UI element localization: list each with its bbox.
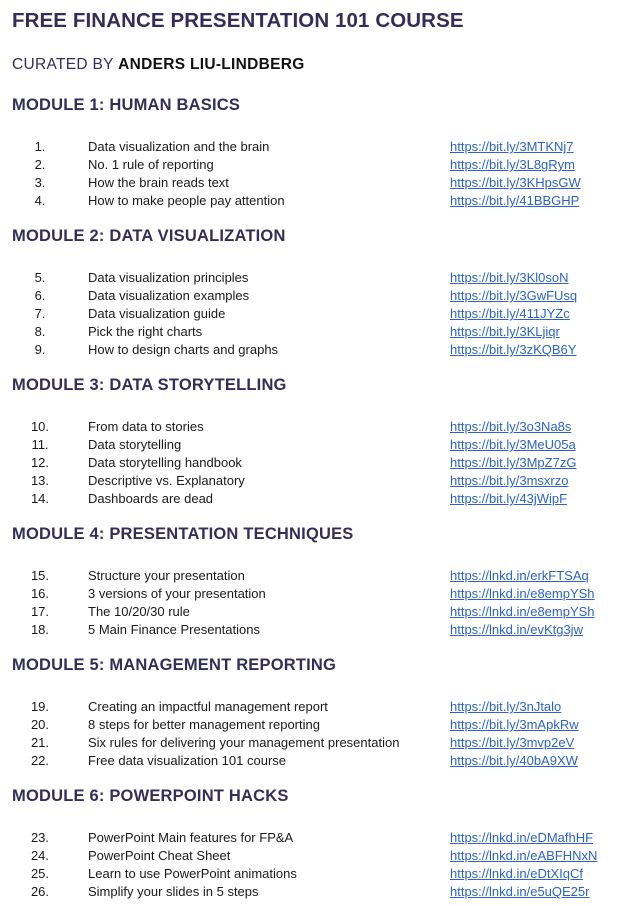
lesson-title: Pick the right charts [88, 324, 203, 339]
lesson-link[interactable]: https://bit.ly/3KLjiqr [450, 324, 560, 339]
document-title: FREE FINANCE PRESENTATION 101 COURSE [12, 9, 464, 32]
lesson-number: 14. [30, 491, 50, 506]
lesson-row [0, 567, 620, 585]
lesson-link[interactable]: https://lnkd.in/eDMafhHF [450, 830, 594, 845]
module-heading: MODULE 1: HUMAN BASICS [12, 96, 241, 114]
lesson-row [0, 156, 620, 174]
module-item-list [0, 418, 620, 508]
lesson-link[interactable]: https://lnkd.in/eABFHNxN [450, 848, 598, 863]
lesson-row [0, 174, 620, 192]
lesson-title: From data to stories [88, 419, 204, 434]
lesson-row [0, 323, 620, 341]
lesson-number: 18. [30, 622, 50, 637]
lesson-row [0, 490, 620, 508]
lesson-title: PowerPoint Main features for FP&A [88, 830, 294, 845]
lesson-number: 5. [34, 270, 46, 285]
lesson-link[interactable]: https://bit.ly/3MpZ7zG [450, 455, 577, 470]
lesson-row [0, 716, 620, 734]
lesson-link[interactable]: https://bit.ly/3nJtalo [450, 699, 562, 714]
lesson-title: Six rules for delivering your management presentation [88, 735, 400, 750]
lesson-row [0, 138, 620, 156]
lesson-title: How to make people pay attention [88, 193, 285, 208]
lesson-number: 24. [30, 848, 50, 863]
lesson-number: 15. [30, 568, 50, 583]
lesson-title: 5 Main Finance Presentations [88, 622, 260, 637]
lesson-row [0, 883, 620, 901]
lesson-row [0, 621, 620, 639]
lesson-number: 16. [30, 586, 50, 601]
lesson-row [0, 829, 620, 847]
module-heading: MODULE 4: PRESENTATION TECHNIQUES [12, 525, 354, 543]
lesson-number: 17. [30, 604, 50, 619]
lesson-number: 13. [30, 473, 50, 488]
lesson-row [0, 269, 620, 287]
lesson-link[interactable]: https://bit.ly/3MeU05a [450, 437, 576, 452]
curated-by-line [12, 56, 305, 74]
lesson-title: The 10/20/30 rule [88, 604, 190, 619]
lesson-title: 3 versions of your presentation [88, 586, 266, 601]
lesson-link[interactable]: https://bit.ly/3GwFUsq [450, 288, 578, 303]
lesson-title: Data visualization principles [88, 270, 249, 285]
lesson-link[interactable]: https://lnkd.in/e5uQE25r [450, 884, 590, 899]
module-item-list [0, 138, 620, 210]
lesson-title: Data storytelling [88, 437, 182, 452]
lesson-title: How the brain reads text [88, 175, 229, 190]
lesson-row [0, 585, 620, 603]
lesson-link[interactable]: https://bit.ly/411JYZc [450, 306, 570, 321]
lesson-number: 23. [30, 830, 50, 845]
module-item-list [0, 829, 620, 901]
lesson-number: 3. [34, 175, 46, 190]
lesson-row [0, 341, 620, 359]
lesson-title: Data storytelling handbook [88, 455, 242, 470]
module-heading: MODULE 5: MANAGEMENT REPORTING [12, 656, 337, 674]
lesson-number: 21. [30, 735, 50, 750]
lesson-row [0, 418, 620, 436]
lesson-title: Descriptive vs. Explanatory [88, 473, 245, 488]
lesson-row [0, 752, 620, 770]
lesson-title: Creating an impactful management report [88, 699, 328, 714]
lesson-row [0, 472, 620, 490]
lesson-title: Data visualization and the brain [88, 139, 270, 154]
lesson-link[interactable]: https://bit.ly/3mvp2eV [450, 735, 575, 750]
lesson-link[interactable]: https://bit.ly/3KHpsGW [450, 175, 581, 190]
lesson-number: 19. [30, 699, 50, 714]
module-heading: MODULE 6: POWERPOINT HACKS [12, 787, 289, 805]
lesson-title: Learn to use PowerPoint animations [88, 866, 297, 881]
lesson-link[interactable]: https://bit.ly/3msxrzo [450, 473, 569, 488]
lesson-row [0, 287, 620, 305]
lesson-number: 22. [30, 753, 50, 768]
lesson-title: Structure your presentation [88, 568, 245, 583]
lesson-number: 11. [31, 437, 49, 452]
lesson-link[interactable]: https://lnkd.in/e8empYSh [450, 604, 595, 619]
lesson-number: 10. [30, 419, 50, 434]
module-item-list [0, 698, 620, 770]
lesson-number: 9. [34, 342, 46, 357]
lesson-row [0, 192, 620, 210]
lesson-number: 2. [34, 157, 46, 172]
lesson-number: 4. [34, 193, 46, 208]
lesson-link[interactable]: https://bit.ly/3Kl0soN [450, 270, 569, 285]
lesson-number: 25. [30, 866, 50, 881]
lesson-number: 12. [30, 455, 50, 470]
lesson-link[interactable]: https://lnkd.in/e8empYSh [450, 586, 595, 601]
lesson-link[interactable]: https://bit.ly/41BBGHP [450, 193, 580, 208]
lesson-title: Simplify your slides in 5 steps [88, 884, 259, 899]
lesson-number: 26. [30, 884, 50, 899]
lesson-link[interactable]: https://bit.ly/3mApkRw [450, 717, 579, 732]
curator-name: ANDERS LIU-LINDBERG [118, 56, 305, 73]
lesson-number: 8. [34, 324, 46, 339]
lesson-title: Free data visualization 101 course [88, 753, 287, 768]
lesson-link[interactable]: https://lnkd.in/erkFTSAq [450, 568, 589, 583]
lesson-title: Data visualization guide [88, 306, 226, 321]
lesson-link[interactable]: https://bit.ly/3o3Na8s [450, 419, 572, 434]
lesson-link[interactable]: https://bit.ly/3MTKNj7 [450, 139, 574, 154]
lesson-row [0, 603, 620, 621]
lesson-row [0, 734, 620, 752]
module-item-list [0, 567, 620, 639]
lesson-number: 20. [30, 717, 50, 732]
lesson-title: No. 1 rule of reporting [88, 157, 214, 172]
lesson-link[interactable]: https://bit.ly/3zKQB6Y [450, 342, 577, 357]
lesson-link[interactable]: https://lnkd.in/eDtXIqCf [450, 866, 583, 881]
lesson-link[interactable]: https://bit.ly/3L8gRym [450, 157, 575, 172]
lesson-row [0, 454, 620, 472]
lesson-title: How to design charts and graphs [88, 342, 279, 357]
module-heading: MODULE 2: DATA VISUALIZATION [12, 227, 286, 245]
lesson-row [0, 305, 620, 323]
lesson-number: 6. [34, 288, 46, 303]
lesson-title: Dashboards are dead [88, 491, 214, 506]
module-heading: MODULE 3: DATA STORYTELLING [12, 376, 287, 394]
lesson-row [0, 865, 620, 883]
lesson-title: 8 steps for better management reporting [88, 717, 320, 732]
lesson-link[interactable]: https://bit.ly/43jWipF [450, 491, 568, 506]
lesson-link[interactable]: https://bit.ly/40bA9XW [450, 753, 578, 768]
curated-by-label: CURATED BY [12, 56, 119, 73]
lesson-title: Data visualization examples [88, 288, 250, 303]
lesson-row [0, 847, 620, 865]
lesson-title: PowerPoint Cheat Sheet [88, 848, 231, 863]
lesson-number: 1. [34, 139, 46, 154]
lesson-number: 7. [34, 306, 46, 321]
lesson-row [0, 698, 620, 716]
lesson-row [0, 436, 620, 454]
module-item-list [0, 269, 620, 359]
lesson-link[interactable]: https://lnkd.in/evKtg3jw [450, 622, 583, 637]
